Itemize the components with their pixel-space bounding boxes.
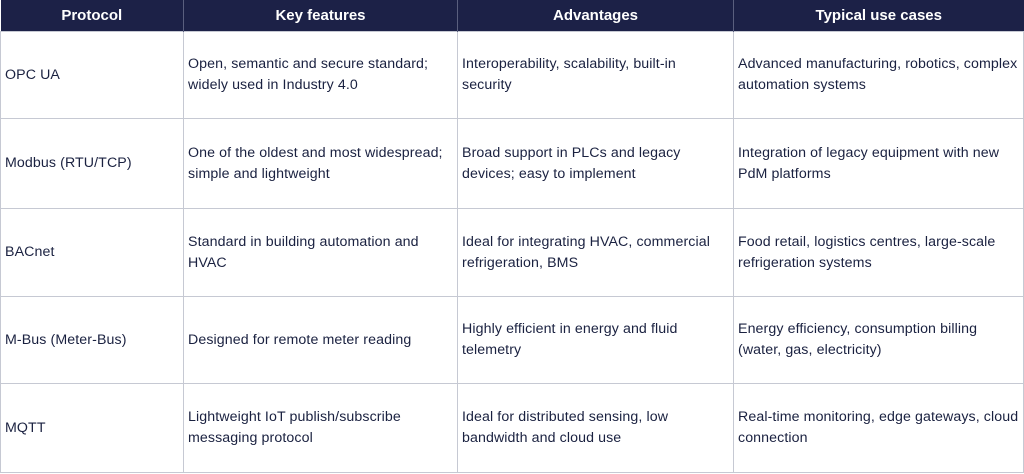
cell-use-cases: Energy efficiency, consumption billing (water, gas, electricity) bbox=[734, 297, 1024, 384]
cell-key-features: One of the oldest and most widespread; simple and lightweight bbox=[184, 119, 458, 209]
table-row bbox=[1, 119, 1024, 209]
cell-protocol: OPC UA bbox=[1, 32, 184, 119]
cell-advantages: Highly efficient in energy and fluid telemetry bbox=[458, 297, 734, 384]
cell-advantages: Ideal for distributed sensing, low bandwidth and cloud use bbox=[458, 384, 734, 473]
cell-use-cases: Food retail, logistics centres, large-scale refrigeration systems bbox=[734, 209, 1024, 297]
table-row bbox=[1, 297, 1024, 384]
cell-use-cases: Advanced manufacturing, robotics, complex automation systems bbox=[734, 32, 1024, 119]
table-row bbox=[1, 384, 1024, 473]
cell-protocol: MQTT bbox=[1, 384, 184, 473]
header-row bbox=[1, 0, 1024, 32]
cell-use-cases: Real-time monitoring, edge gateways, cloud connection bbox=[734, 384, 1024, 473]
cell-key-features: Standard in building automation and HVAC bbox=[184, 209, 458, 297]
cell-key-features: Designed for remote meter reading bbox=[184, 297, 458, 384]
cell-protocol: BACnet bbox=[1, 209, 184, 297]
header-typical-use-cases: Typical use cases bbox=[734, 0, 1024, 32]
cell-key-features: Open, semantic and secure standard; widely used in Industry 4.0 bbox=[184, 32, 458, 119]
header-key-features: Key features bbox=[184, 0, 458, 32]
cell-use-cases: Integration of legacy equipment with new PdM platforms bbox=[734, 119, 1024, 209]
header-protocol: Protocol bbox=[1, 0, 184, 32]
table-row bbox=[1, 209, 1024, 297]
table-row bbox=[1, 32, 1024, 119]
cell-advantages: Broad support in PLCs and legacy devices; easy to implement bbox=[458, 119, 734, 209]
cell-protocol: Modbus (RTU/TCP) bbox=[1, 119, 184, 209]
cell-advantages: Interoperability, scalability, built-in security bbox=[458, 32, 734, 119]
cell-advantages: Ideal for integrating HVAC, commercial refrigeration, BMS bbox=[458, 209, 734, 297]
cell-key-features: Lightweight IoT publish/subscribe messaging protocol bbox=[184, 384, 458, 473]
cell-protocol: M-Bus (Meter-Bus) bbox=[1, 297, 184, 384]
header-advantages: Advantages bbox=[458, 0, 734, 32]
